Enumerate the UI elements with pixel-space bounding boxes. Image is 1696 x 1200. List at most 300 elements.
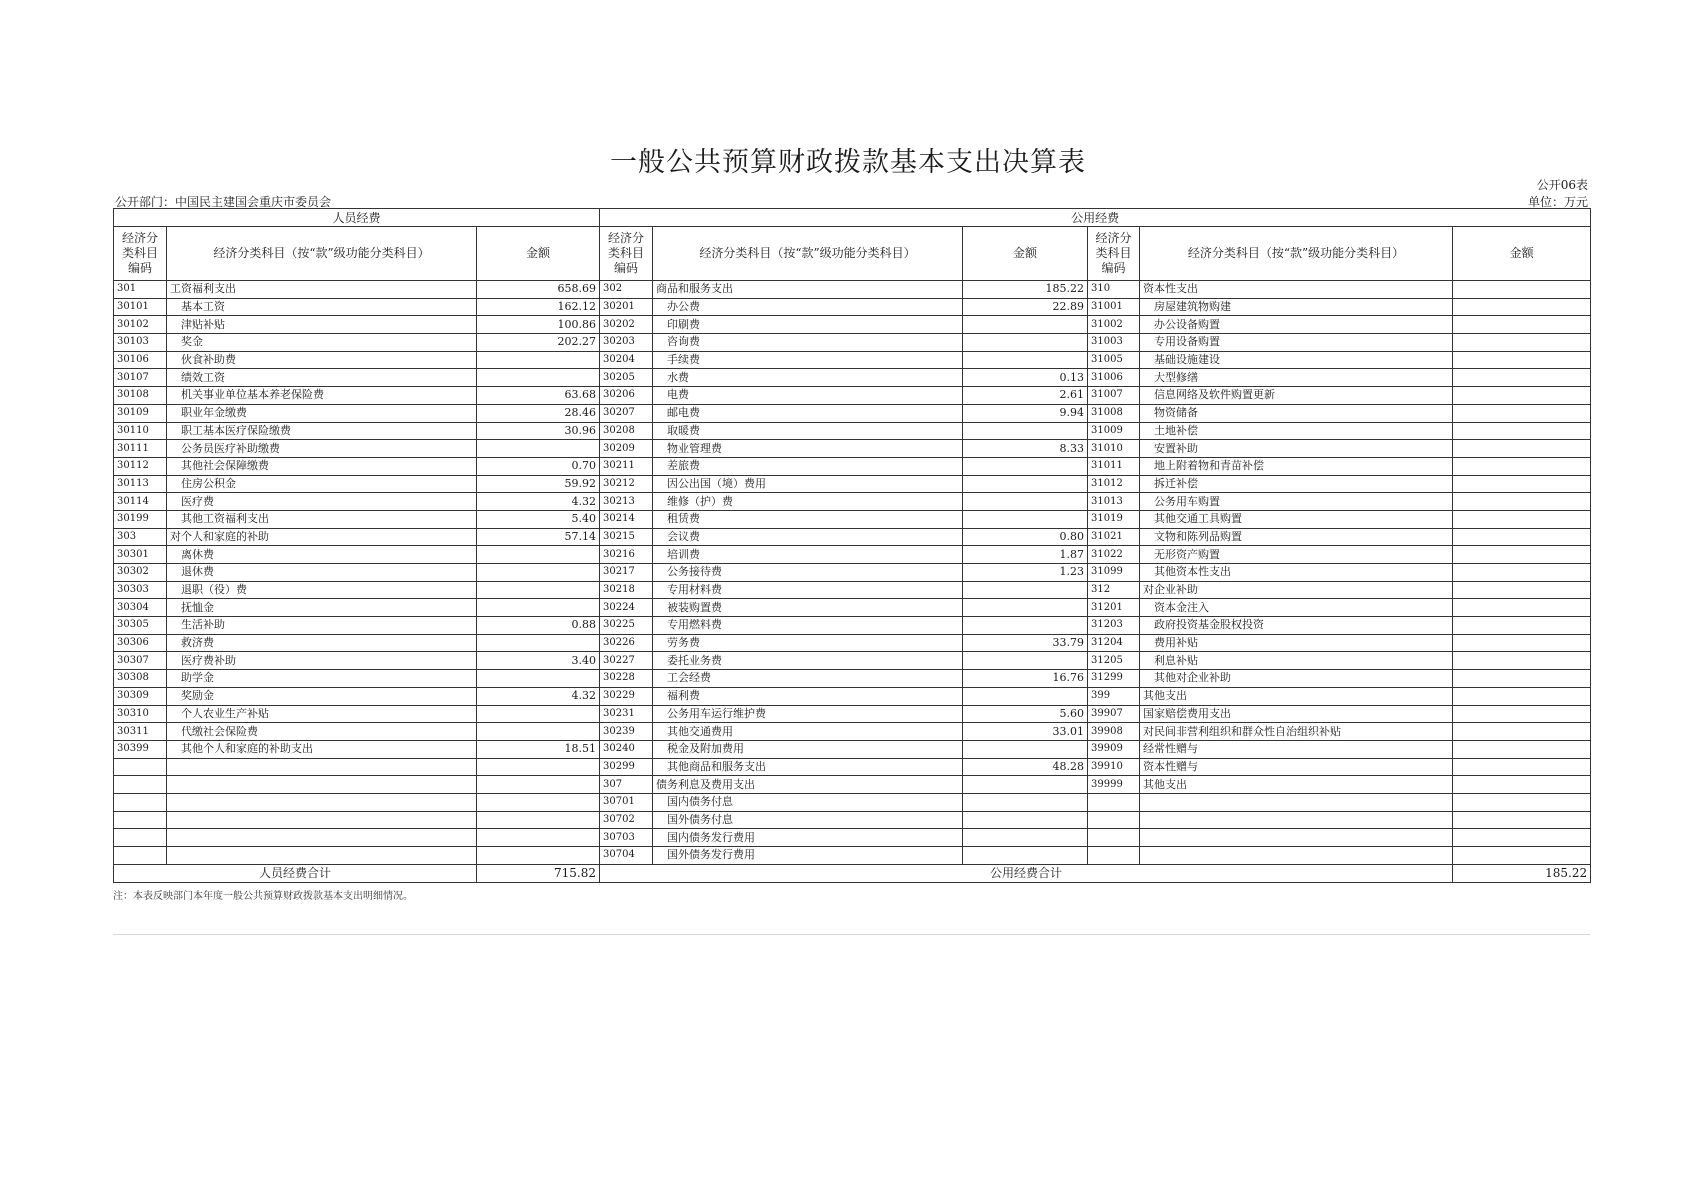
item-code: 31019 [1088, 510, 1140, 528]
item-amount [477, 440, 600, 458]
item-amount: 22.89 [963, 298, 1088, 316]
table-row [114, 723, 1591, 741]
item-code: 30215 [600, 528, 653, 546]
item-amount: 0.70 [477, 457, 600, 475]
item-name [1140, 793, 1453, 811]
table-row [114, 387, 1591, 405]
item-name [1140, 811, 1453, 829]
item-code: 30306 [114, 634, 167, 652]
item-name: 对个人和家庭的补助 [167, 528, 477, 546]
item-code: 30301 [114, 546, 167, 564]
item-amount: 63.68 [477, 387, 600, 405]
item-amount [1453, 334, 1591, 352]
item-amount [1453, 387, 1591, 405]
item-amount [1453, 723, 1591, 741]
item-code: 30204 [600, 351, 653, 369]
item-code: 39907 [1088, 705, 1140, 723]
item-amount [963, 599, 1088, 617]
table-row [114, 440, 1591, 458]
item-amount: 658.69 [477, 281, 600, 299]
item-amount [1453, 670, 1591, 688]
item-amount: 57.14 [477, 528, 600, 546]
table-row [114, 811, 1591, 829]
item-amount [963, 776, 1088, 794]
item-name: 利息补贴 [1140, 652, 1453, 670]
item-name: 物资储备 [1140, 404, 1453, 422]
item-amount [963, 617, 1088, 635]
item-amount [477, 581, 600, 599]
item-name: 公务员医疗补助缴费 [167, 440, 477, 458]
item-name: 物业管理费 [653, 440, 963, 458]
item-amount: 0.13 [963, 369, 1088, 387]
table-note: 注：本表反映部门本年度一般公共预算财政拨款基本支出明细情况。 [113, 891, 413, 902]
item-code: 30213 [600, 493, 653, 511]
item-name: 安置补助 [1140, 440, 1453, 458]
table-row [114, 793, 1591, 811]
item-amount: 162.12 [477, 298, 600, 316]
item-name: 费用补贴 [1140, 634, 1453, 652]
item-name: 专用设备购置 [1140, 334, 1453, 352]
item-name: 委托业务费 [653, 652, 963, 670]
item-code: 30307 [114, 652, 167, 670]
item-code: 30206 [600, 387, 653, 405]
item-code: 30303 [114, 581, 167, 599]
item-code: 30201 [600, 298, 653, 316]
table-row [114, 687, 1591, 705]
item-name: 资本性支出 [1140, 281, 1453, 299]
item-code [114, 829, 167, 847]
item-code: 30107 [114, 369, 167, 387]
table-body [114, 281, 1591, 865]
item-name: 公务用车运行维护费 [653, 705, 963, 723]
item-code: 303 [114, 528, 167, 546]
item-code: 307 [600, 776, 653, 794]
group-header-public: 公用经费 [600, 209, 1591, 227]
item-name [1140, 829, 1453, 847]
item-code: 31006 [1088, 369, 1140, 387]
item-code: 31204 [1088, 634, 1140, 652]
table-row [114, 617, 1591, 635]
item-amount [1453, 493, 1591, 511]
item-amount [1453, 457, 1591, 475]
table-row [114, 316, 1591, 334]
col-header-code: 经济分类科目编码 [1088, 227, 1140, 281]
item-amount: 100.86 [477, 316, 600, 334]
item-code [1088, 793, 1140, 811]
personnel-total-label: 人员经费合计 [114, 864, 477, 882]
item-name: 国外债务付息 [653, 811, 963, 829]
table-row [114, 634, 1591, 652]
page-title: 一般公共预算财政拨款基本支出决算表 [610, 147, 1086, 178]
item-amount [1453, 705, 1591, 723]
item-code: 39910 [1088, 758, 1140, 776]
item-code: 39999 [1088, 776, 1140, 794]
item-code: 30209 [600, 440, 653, 458]
item-name: 抚恤金 [167, 599, 477, 617]
table-row [114, 740, 1591, 758]
item-code: 30102 [114, 316, 167, 334]
item-name: 商品和服务支出 [653, 281, 963, 299]
item-name: 会议费 [653, 528, 963, 546]
item-amount [1453, 617, 1591, 635]
item-amount [1453, 581, 1591, 599]
item-code: 30239 [600, 723, 653, 741]
item-code: 30228 [600, 670, 653, 688]
item-name: 对民间非营利组织和群众性自治组织补贴 [1140, 723, 1453, 741]
item-code: 31003 [1088, 334, 1140, 352]
item-name: 国外债务发行费用 [653, 847, 963, 865]
item-amount [477, 776, 600, 794]
item-code: 30114 [114, 493, 167, 511]
item-amount [1453, 652, 1591, 670]
item-name: 职业年金缴费 [167, 404, 477, 422]
item-name: 取暖费 [653, 422, 963, 440]
item-name: 大型修缮 [1140, 369, 1453, 387]
item-amount [1453, 351, 1591, 369]
personnel-total-value: 715.82 [477, 864, 600, 882]
item-name: 专用材料费 [653, 581, 963, 599]
item-code: 30225 [600, 617, 653, 635]
col-header-code: 经济分类科目编码 [600, 227, 653, 281]
item-code: 31201 [1088, 599, 1140, 617]
item-code: 30231 [600, 705, 653, 723]
item-amount [1453, 829, 1591, 847]
item-code: 31008 [1088, 404, 1140, 422]
item-amount: 5.40 [477, 510, 600, 528]
item-amount: 202.27 [477, 334, 600, 352]
item-name: 对企业补助 [1140, 581, 1453, 599]
table-row [114, 422, 1591, 440]
item-amount: 9.94 [963, 404, 1088, 422]
item-name: 退休费 [167, 564, 477, 582]
table-row [114, 829, 1591, 847]
item-name: 其他交通费用 [653, 723, 963, 741]
item-code: 30212 [600, 475, 653, 493]
item-name: 奖金 [167, 334, 477, 352]
item-amount [1453, 564, 1591, 582]
item-amount [1453, 634, 1591, 652]
item-amount [1453, 687, 1591, 705]
item-code: 30108 [114, 387, 167, 405]
item-amount [1453, 528, 1591, 546]
item-amount: 2.61 [963, 387, 1088, 405]
item-amount [477, 351, 600, 369]
table-row [114, 599, 1591, 617]
item-name: 税金及附加费用 [653, 740, 963, 758]
table-row [114, 546, 1591, 564]
item-amount [1453, 316, 1591, 334]
item-amount [477, 793, 600, 811]
item-amount [477, 705, 600, 723]
item-amount: 3.40 [477, 652, 600, 670]
item-amount: 33.01 [963, 723, 1088, 741]
item-amount [963, 581, 1088, 599]
item-name: 地上附着物和青苗补偿 [1140, 457, 1453, 475]
item-name: 培训费 [653, 546, 963, 564]
item-code: 30203 [600, 334, 653, 352]
department-label: 公开部门：中国民主建国会重庆市委员会 [115, 195, 332, 209]
item-code [114, 793, 167, 811]
item-name [167, 793, 477, 811]
item-name: 个人农业生产补贴 [167, 705, 477, 723]
item-name: 福利费 [653, 687, 963, 705]
item-amount [477, 723, 600, 741]
item-amount [477, 758, 600, 776]
item-code: 30110 [114, 422, 167, 440]
item-amount [963, 334, 1088, 352]
item-code [114, 847, 167, 865]
item-name: 信息网络及软件购置更新 [1140, 387, 1453, 405]
table-row [114, 705, 1591, 723]
item-code: 30229 [600, 687, 653, 705]
item-amount [963, 847, 1088, 865]
table-row [114, 776, 1591, 794]
item-code [114, 776, 167, 794]
item-name: 其他商品和服务支出 [653, 758, 963, 776]
table-row [114, 758, 1591, 776]
item-name: 机关事业单位基本养老保险费 [167, 387, 477, 405]
item-name: 绩效工资 [167, 369, 477, 387]
table-row [114, 334, 1591, 352]
item-amount [963, 829, 1088, 847]
col-header-name: 经济分类科目（按“款”级功能分类科目） [653, 227, 963, 281]
item-code: 30305 [114, 617, 167, 635]
item-name: 印刷费 [653, 316, 963, 334]
item-name: 其他支出 [1140, 687, 1453, 705]
item-code: 31013 [1088, 493, 1140, 511]
item-name: 津贴补贴 [167, 316, 477, 334]
item-amount: 8.33 [963, 440, 1088, 458]
item-code: 30702 [600, 811, 653, 829]
item-name: 公务接待费 [653, 564, 963, 582]
item-code: 31099 [1088, 564, 1140, 582]
item-name: 水费 [653, 369, 963, 387]
item-amount: 4.32 [477, 687, 600, 705]
item-code [1088, 811, 1140, 829]
table-row [114, 493, 1591, 511]
item-name: 政府投资基金股权投资 [1140, 617, 1453, 635]
item-code: 30103 [114, 334, 167, 352]
item-code: 30302 [114, 564, 167, 582]
item-amount [963, 422, 1088, 440]
item-amount [963, 475, 1088, 493]
unit-label: 单位：万元 [1527, 195, 1588, 209]
table-row [114, 457, 1591, 475]
item-amount [963, 652, 1088, 670]
item-code: 312 [1088, 581, 1140, 599]
item-name: 经常性赠与 [1140, 740, 1453, 758]
item-code: 30227 [600, 652, 653, 670]
item-name: 离休费 [167, 546, 477, 564]
item-amount [963, 351, 1088, 369]
divider [113, 934, 1590, 935]
item-code: 30310 [114, 705, 167, 723]
item-code: 39909 [1088, 740, 1140, 758]
item-amount [477, 670, 600, 688]
item-name: 医疗费补助 [167, 652, 477, 670]
col-header-name: 经济分类科目（按“款”级功能分类科目） [167, 227, 477, 281]
item-name: 医疗费 [167, 493, 477, 511]
item-amount [477, 369, 600, 387]
item-code: 30207 [600, 404, 653, 422]
item-name: 债务利息及费用支出 [653, 776, 963, 794]
item-name: 邮电费 [653, 404, 963, 422]
item-code [1088, 847, 1140, 865]
item-amount [963, 811, 1088, 829]
item-name: 资本性赠与 [1140, 758, 1453, 776]
item-amount [477, 599, 600, 617]
item-code: 30703 [600, 829, 653, 847]
item-name: 手续费 [653, 351, 963, 369]
item-name [1140, 847, 1453, 865]
item-amount [1453, 546, 1591, 564]
item-name: 维修（护）费 [653, 493, 963, 511]
item-code: 30226 [600, 634, 653, 652]
item-code: 30308 [114, 670, 167, 688]
item-code [114, 811, 167, 829]
item-code: 31002 [1088, 316, 1140, 334]
item-name: 其他对企业补助 [1140, 670, 1453, 688]
item-name: 劳务费 [653, 634, 963, 652]
item-code: 31009 [1088, 422, 1140, 440]
item-amount [477, 546, 600, 564]
item-name: 咨询费 [653, 334, 963, 352]
item-code: 31021 [1088, 528, 1140, 546]
item-code: 30211 [600, 457, 653, 475]
item-name: 国内债务发行费用 [653, 829, 963, 847]
item-amount [1453, 793, 1591, 811]
item-name: 代缴社会保险费 [167, 723, 477, 741]
item-amount: 0.88 [477, 617, 600, 635]
item-name [167, 811, 477, 829]
item-name: 土地补偿 [1140, 422, 1453, 440]
public-total-label: 公用经费合计 [600, 864, 1453, 882]
item-code: 301 [114, 281, 167, 299]
table-row [114, 351, 1591, 369]
item-name: 国家赔偿费用支出 [1140, 705, 1453, 723]
item-name: 因公出国（境）费用 [653, 475, 963, 493]
item-name [167, 829, 477, 847]
item-code: 30205 [600, 369, 653, 387]
item-code: 30224 [600, 599, 653, 617]
item-name: 工资福利支出 [167, 281, 477, 299]
item-code: 31011 [1088, 457, 1140, 475]
item-amount [1453, 740, 1591, 758]
item-amount [1453, 475, 1591, 493]
item-code: 30218 [600, 581, 653, 599]
item-name: 奖励金 [167, 687, 477, 705]
item-name: 无形资产购置 [1140, 546, 1453, 564]
item-code: 31010 [1088, 440, 1140, 458]
item-amount: 5.60 [963, 705, 1088, 723]
item-amount [1453, 369, 1591, 387]
item-code: 30399 [114, 740, 167, 758]
item-name: 退职（役）费 [167, 581, 477, 599]
col-header-name: 经济分类科目（按“款”级功能分类科目） [1140, 227, 1453, 281]
item-amount [1453, 758, 1591, 776]
item-code: 31299 [1088, 670, 1140, 688]
item-amount: 4.32 [477, 493, 600, 511]
item-name: 差旅费 [653, 457, 963, 475]
item-code: 30112 [114, 457, 167, 475]
table-row [114, 652, 1591, 670]
item-amount: 18.51 [477, 740, 600, 758]
item-amount [477, 829, 600, 847]
item-amount [1453, 404, 1591, 422]
item-amount: 48.28 [963, 758, 1088, 776]
item-name: 办公费 [653, 298, 963, 316]
table-row [114, 281, 1591, 299]
item-code: 30240 [600, 740, 653, 758]
item-amount [963, 510, 1088, 528]
item-name: 生活补助 [167, 617, 477, 635]
item-amount: 30.96 [477, 422, 600, 440]
item-name: 其他支出 [1140, 776, 1453, 794]
col-header-code: 经济分类科目编码 [114, 227, 167, 281]
item-name [167, 776, 477, 794]
item-amount [1453, 440, 1591, 458]
item-name: 基本工资 [167, 298, 477, 316]
item-name: 拆迁补偿 [1140, 475, 1453, 493]
item-code: 30304 [114, 599, 167, 617]
col-header-amount: 金额 [477, 227, 600, 281]
item-amount [1453, 510, 1591, 528]
item-code: 30111 [114, 440, 167, 458]
item-amount [963, 687, 1088, 705]
table-row [114, 847, 1591, 865]
item-name: 文物和陈列品购置 [1140, 528, 1453, 546]
item-code: 399 [1088, 687, 1140, 705]
item-code: 30704 [600, 847, 653, 865]
item-name: 专用燃料费 [653, 617, 963, 635]
item-amount [963, 793, 1088, 811]
item-code: 30208 [600, 422, 653, 440]
item-code: 30199 [114, 510, 167, 528]
item-code: 30101 [114, 298, 167, 316]
item-name: 公务用车购置 [1140, 493, 1453, 511]
item-amount: 1.87 [963, 546, 1088, 564]
table-row [114, 581, 1591, 599]
item-amount [1453, 281, 1591, 299]
item-code: 30311 [114, 723, 167, 741]
item-name: 救济费 [167, 634, 477, 652]
table-row [114, 510, 1591, 528]
item-amount [1453, 422, 1591, 440]
item-code: 30299 [600, 758, 653, 776]
item-code: 30106 [114, 351, 167, 369]
item-amount: 28.46 [477, 404, 600, 422]
item-amount: 33.79 [963, 634, 1088, 652]
item-code: 31012 [1088, 475, 1140, 493]
item-name: 基础设施建设 [1140, 351, 1453, 369]
item-amount [963, 316, 1088, 334]
col-header-amount: 金额 [963, 227, 1088, 281]
item-name: 电费 [653, 387, 963, 405]
item-code: 39908 [1088, 723, 1140, 741]
col-header-amount: 金额 [1453, 227, 1591, 281]
table-row [114, 298, 1591, 316]
expenditure-table [113, 208, 1591, 883]
totals-row [114, 864, 1591, 882]
item-name: 职工基本医疗保险缴费 [167, 422, 477, 440]
item-code: 30217 [600, 564, 653, 582]
item-name: 房屋建筑物购建 [1140, 298, 1453, 316]
item-code: 30309 [114, 687, 167, 705]
expenditure-table-container [113, 208, 1590, 883]
item-code: 30202 [600, 316, 653, 334]
item-code: 30214 [600, 510, 653, 528]
item-amount [1453, 298, 1591, 316]
